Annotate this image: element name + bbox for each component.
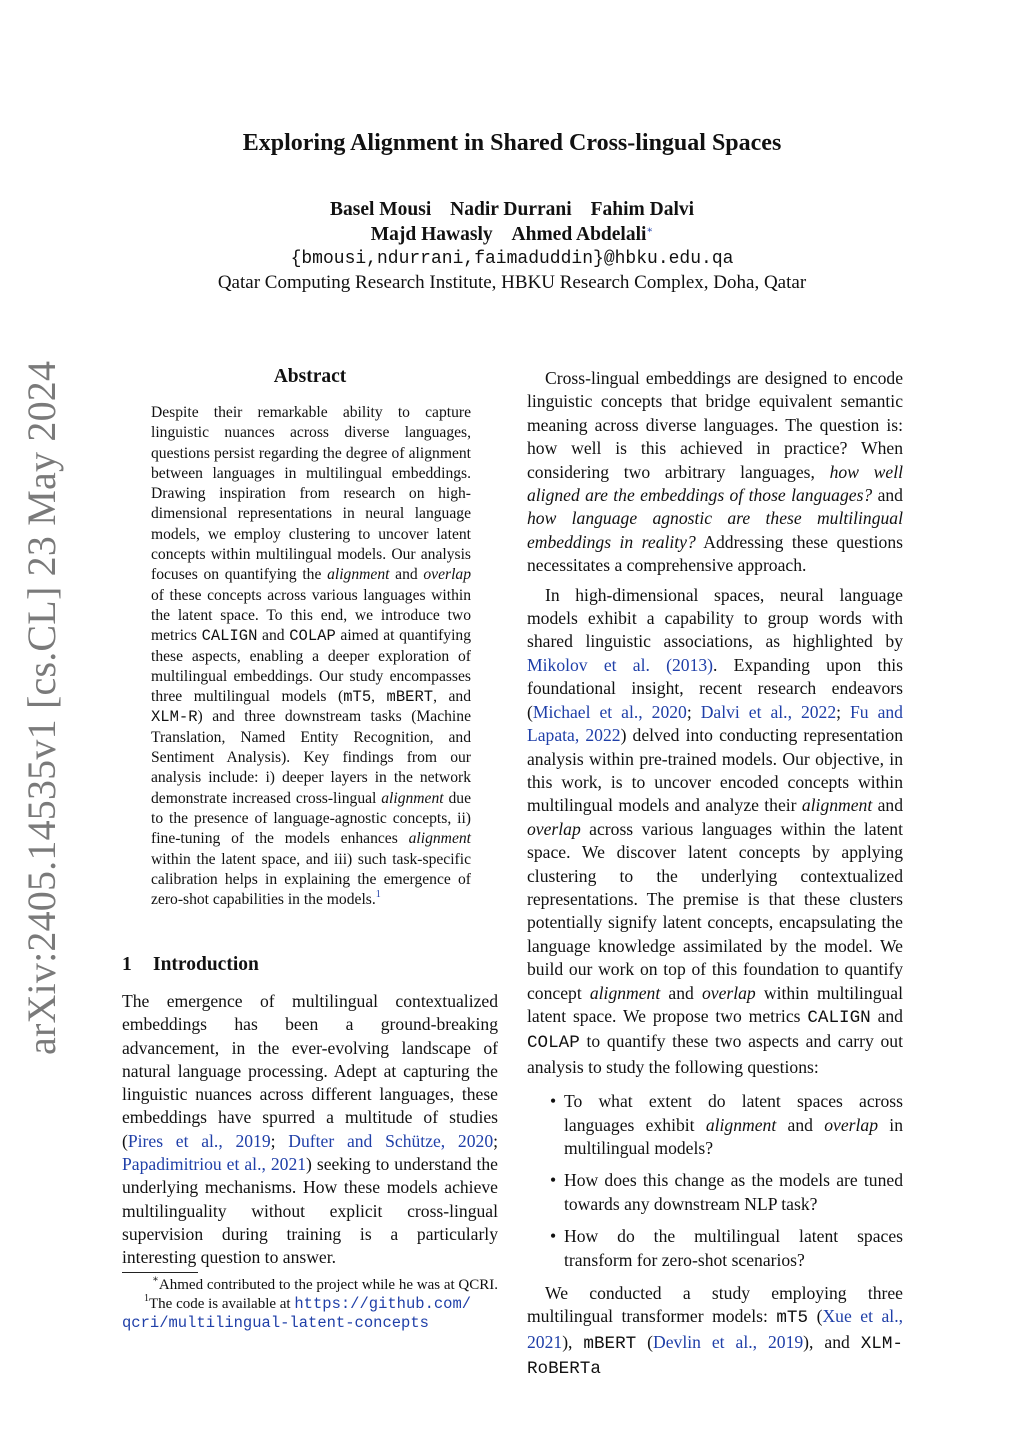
model-name: XLM-RoBERTa: [527, 1333, 903, 1380]
abstract-body: Despite their remarkable ability to capture linguistic nuances across diverse languages, questions persist regarding the degree of alignment between languages in multilingual embeddings. Drawing inspiration from research on high-dimensional representations in neural language models, we employ clustering to uncover latent concepts within multilingual models. Our analysis focuses on quantifying the alignment and overlap of these concepts across various languages within the latent space. To this end, we introduce two metrics CALIGN and COLAP aimed at quantifying these aspects, enabling a deeper exploration of multilingual embeddings. Our study encompasses three multilingual models (mT5, mBERT, and XLM-R) and three downstream tasks (Machine Translation, Named Entity Recognition, and Sentiment Analysis). Key findings from our analysis include: i) deeper layers in the network demonstrate increased cross-lingual alignment due to the presence of language-agnostic concepts, ii) fine-tuning of the models enhances alignment within the latent space, and iii) such task-specific calibration helps in explaining the emergence of zero-shot capabilities in the models.$^1$: [151, 404, 472, 909]
author-name: Basel Mousi: [329, 199, 432, 220]
code-url-link[interactable]: https://github.com/: [294, 1295, 472, 1313]
footnote-2: $^1$The code is available at https://github.com/ qcri/multilingual-latent-concepts: [122, 1293, 472, 1332]
arxiv-identifier: arXiv:2405.14535v1 [cs.CL] 23 May 2024: [19, 360, 64, 1055]
citation-link[interactable]: Dalvi et al., 2022: [700, 701, 837, 722]
model-name: mT5: [343, 688, 372, 707]
citation-link[interactable]: Mikolov et al. (2013): [527, 654, 714, 675]
metric-name: CALIGN: [807, 1007, 871, 1028]
section-title: Introduction: [153, 954, 259, 975]
abstract-heading: Abstract: [273, 366, 347, 387]
section-number: 1: [122, 954, 132, 975]
author-email: {bmousi,ndurrani,faimaduddin}@hbku.edu.qa: [290, 249, 734, 269]
citation-link[interactable]: Fu and Lapata, 2022: [527, 701, 903, 746]
metric-name: COLAP: [527, 1033, 580, 1054]
model-name: mBERT: [386, 688, 434, 707]
body-paragraph: Cross-lingual embeddings are designed to encode linguistic concepts that bridge equivalent semantic meaning across diverse languages. The question is: how well is this achieved in practice? When considering two arbitrary languages, how well aligned are the embeddings of those languages? and how language agnostic are these multilingual embeddings in reality? Addressing these questions necessitates a comprehensive approach.: [527, 368, 903, 576]
citation-link[interactable]: Devlin et al., 2019: [653, 1331, 804, 1352]
affiliation: Qatar Computing Research Institute, HBKU Research Complex, Doha, Qatar: [217, 272, 807, 293]
footnote-mark[interactable]: 1: [375, 889, 381, 901]
right-column: [527, 367, 903, 1382]
question-list: [527, 1090, 903, 1272]
paper-title: Exploring Alignment in Shared Cross-lingual Spaces: [242, 130, 782, 156]
list-item: • To what extent do latent spaces across languages exhibit alignment and overlap in multilingual models?: [550, 1091, 903, 1158]
intro-paragraph: The emergence of multilingual contextualized embeddings has been a ground-breaking advancement, in the ever-evolving landscape of natural language processing. Adept at capturing the linguistic nuances across different languages, these embeddings have spurred a multitude of studies (Pires et al., 2019; Dufter and Schütze, 2020; Papadimitriou et al., 2021) seeking to understand the underlying mechanisms. How these models achieve multilinguality without explicit cross-lingual supervision during training is a particularly interesting question to answer.: [122, 991, 499, 1268]
list-item: • How do the multilingual latent spaces transform for zero-shot scenarios?: [550, 1226, 903, 1270]
author-name: Ahmed Abdelali∗: [511, 224, 654, 245]
citation-link[interactable]: Michael et al., 2020: [532, 701, 687, 722]
model-name: mT5: [776, 1308, 809, 1329]
footnote-1: ∗Ahmed contributed to the project while he was at QCRI.: [152, 1274, 498, 1293]
body-paragraph: In high-dimensional spaces, neural language models exhibit a capability to group words with shared linguistic associations, as highlighted by Mikolov et al. (2013). Expanding upon this foundational insight, recent research endeavors (Michael et al., 2020; Dalvi et al., 2022; Fu and Lapata, 2022) delved into conducting representation analysis within pre-trained models. Our objective, in this work, is to uncover encoded concepts within multilingual models and analyze their alignment and overlap across various languages within the latent space. We discover latent concepts by applying clustering to the underlying contextualized representations. The premise is that these clusters potentially signify latent concepts, encapsulating the language knowledge assimilated by the model. We build our work on top of this foundation to quantify concept alignment and overlap within multilingual latent space. We propose two metrics CALIGN and COLAP to quantify these two aspects and carry out analysis to study the following questions:: [527, 584, 904, 1077]
author-name: Fahim Dalvi: [590, 199, 695, 220]
citation-link[interactable]: Pires et al., 2019: [127, 1130, 271, 1151]
author-line-2: [0, 224, 1024, 246]
author-line-1: [0, 199, 1024, 221]
metric-name: CALIGN: [201, 627, 258, 646]
section-heading-introduction: [122, 954, 259, 976]
code-url-link[interactable]: qcri/multilingual-latent-concepts: [122, 1314, 429, 1332]
model-name: XLM-R: [151, 708, 198, 727]
citation-link[interactable]: Xue et al., 2021: [527, 1306, 903, 1352]
author-name: Majd Hawasly: [370, 224, 493, 245]
metric-name: COLAP: [289, 627, 336, 646]
model-name: mBERT: [583, 1333, 637, 1354]
body-paragraph: We conducted a study employing three multilingual transformer models: mT5 (Xue et al., 2021), mBERT (Devlin et al., 2019), and XLM-RoBERTa: [527, 1283, 903, 1380]
author-name: Nadir Durrani: [450, 199, 572, 220]
citation-link[interactable]: Dufter and Schütze, 2020: [288, 1130, 494, 1151]
list-item: • How does this change as the models are tuned towards any downstream NLP task?: [550, 1170, 903, 1214]
footnote-divider: [122, 1272, 198, 1273]
citation-link[interactable]: Papadimitriou et al., 2021: [122, 1154, 307, 1175]
footnote-mark[interactable]: ∗: [646, 225, 654, 236]
